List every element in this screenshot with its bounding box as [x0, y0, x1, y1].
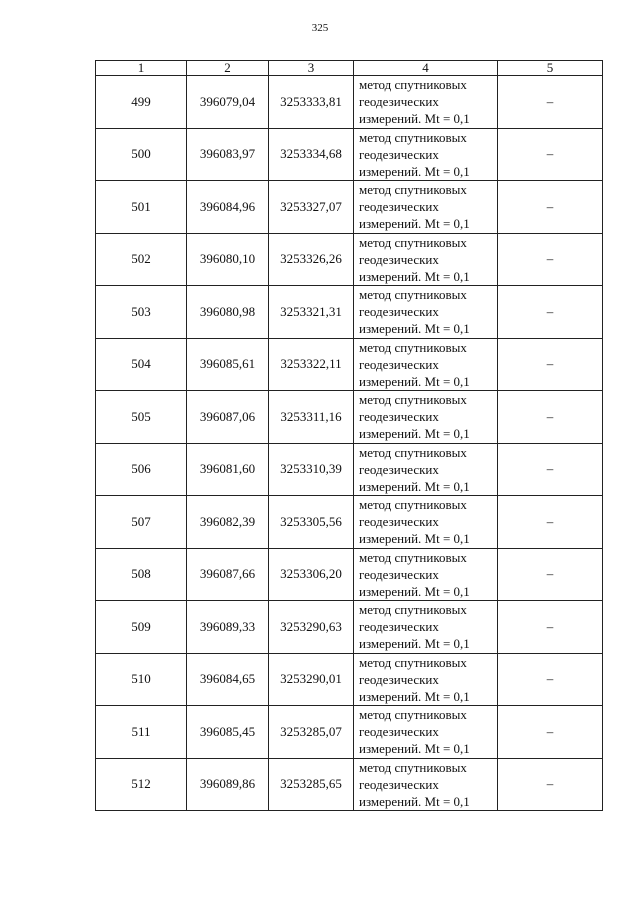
y-coordinate-cell: 3253311,16 — [269, 391, 354, 444]
table-row — [96, 601, 603, 654]
method-line: геодезических — [359, 94, 439, 110]
note-cell: – — [498, 286, 603, 339]
table-row — [96, 758, 603, 811]
point-number-cell: 504 — [96, 338, 187, 391]
method-line: геодезических — [359, 409, 439, 425]
method-cell — [354, 601, 498, 654]
method-line: метод спутниковых — [359, 339, 467, 355]
header-col-5: 5 — [498, 61, 603, 76]
y-coordinate-cell: 3253327,07 — [269, 181, 354, 234]
table-row — [96, 548, 603, 601]
point-number-cell: 505 — [96, 391, 187, 444]
method-line: геодезических — [359, 776, 439, 792]
page-number: 325 — [311, 22, 329, 34]
note-cell: – — [498, 391, 603, 444]
y-coordinate-cell: 3253285,07 — [269, 706, 354, 759]
note-cell: – — [498, 758, 603, 811]
note-cell: – — [498, 443, 603, 496]
note-cell: – — [498, 338, 603, 391]
method-line: измерений. Mt = 0,1 — [359, 478, 470, 494]
y-coordinate-cell: 3253290,01 — [269, 653, 354, 706]
method-line: измерений. Mt = 0,1 — [359, 163, 470, 179]
header-col-3: 3 — [269, 61, 354, 76]
table-row — [96, 181, 603, 234]
x-coordinate-cell: 396080,10 — [187, 233, 269, 286]
x-coordinate-cell: 396079,04 — [187, 76, 269, 129]
method-line: метод спутниковых — [359, 602, 467, 618]
x-coordinate-cell: 396087,66 — [187, 548, 269, 601]
table-row — [96, 286, 603, 339]
table-row — [96, 706, 603, 759]
x-coordinate-cell: 396083,97 — [187, 128, 269, 181]
point-number-cell: 510 — [96, 653, 187, 706]
method-line: измерений. Mt = 0,1 — [359, 636, 470, 652]
x-coordinate-cell: 396087,06 — [187, 391, 269, 444]
x-coordinate-cell: 396084,96 — [187, 181, 269, 234]
method-cell — [354, 653, 498, 706]
note-cell: – — [498, 496, 603, 549]
table-row — [96, 443, 603, 496]
y-coordinate-cell: 3253321,31 — [269, 286, 354, 339]
y-coordinate-cell: 3253310,39 — [269, 443, 354, 496]
method-cell — [354, 286, 498, 339]
x-coordinate-cell: 396082,39 — [187, 496, 269, 549]
method-line: измерений. Mt = 0,1 — [359, 373, 470, 389]
point-number-cell: 500 — [96, 128, 187, 181]
method-line: геодезических — [359, 304, 439, 320]
method-line: метод спутниковых — [359, 77, 467, 93]
y-coordinate-cell: 3253334,68 — [269, 128, 354, 181]
method-cell — [354, 76, 498, 129]
point-number-cell: 502 — [96, 233, 187, 286]
method-line: геодезических — [359, 146, 439, 162]
note-cell: – — [498, 601, 603, 654]
method-line: метод спутниковых — [359, 654, 467, 670]
method-cell — [354, 758, 498, 811]
method-line: измерений. Mt = 0,1 — [359, 741, 470, 757]
point-number-cell: 509 — [96, 601, 187, 654]
point-number-cell: 503 — [96, 286, 187, 339]
method-line: геодезических — [359, 199, 439, 215]
point-number-cell: 506 — [96, 443, 187, 496]
method-line: геодезических — [359, 356, 439, 372]
x-coordinate-cell: 396089,33 — [187, 601, 269, 654]
note-cell: – — [498, 76, 603, 129]
method-line: измерений. Mt = 0,1 — [359, 111, 470, 127]
method-line: измерений. Mt = 0,1 — [359, 531, 470, 547]
method-line: геодезических — [359, 566, 439, 582]
method-cell — [354, 548, 498, 601]
coordinates-table — [95, 60, 603, 811]
method-line: метод спутниковых — [359, 287, 467, 303]
method-line: метод спутниковых — [359, 129, 467, 145]
table-row — [96, 653, 603, 706]
method-line: геодезических — [359, 514, 439, 530]
method-line: метод спутниковых — [359, 444, 467, 460]
note-cell: – — [498, 653, 603, 706]
method-line: измерений. Mt = 0,1 — [359, 688, 470, 704]
x-coordinate-cell: 396085,45 — [187, 706, 269, 759]
method-cell — [354, 443, 498, 496]
note-cell: – — [498, 233, 603, 286]
point-number-cell: 501 — [96, 181, 187, 234]
method-cell — [354, 391, 498, 444]
method-cell — [354, 233, 498, 286]
method-cell — [354, 181, 498, 234]
table-row — [96, 128, 603, 181]
method-cell — [354, 706, 498, 759]
method-line: метод спутниковых — [359, 549, 467, 565]
y-coordinate-cell: 3253285,65 — [269, 758, 354, 811]
method-line: измерений. Mt = 0,1 — [359, 321, 470, 337]
point-number-cell: 507 — [96, 496, 187, 549]
method-line: метод спутниковых — [359, 497, 467, 513]
point-number-cell: 512 — [96, 758, 187, 811]
point-number-cell: 499 — [96, 76, 187, 129]
table-row — [96, 391, 603, 444]
method-cell — [354, 128, 498, 181]
y-coordinate-cell: 3253333,81 — [269, 76, 354, 129]
y-coordinate-cell: 3253305,56 — [269, 496, 354, 549]
x-coordinate-cell: 396089,86 — [187, 758, 269, 811]
method-line: измерений. Mt = 0,1 — [359, 268, 470, 284]
method-line: геодезических — [359, 619, 439, 635]
method-line: геодезических — [359, 724, 439, 740]
method-line: геодезических — [359, 251, 439, 267]
method-line: измерений. Mt = 0,1 — [359, 583, 470, 599]
method-cell — [354, 338, 498, 391]
x-coordinate-cell: 396085,61 — [187, 338, 269, 391]
point-number-cell: 508 — [96, 548, 187, 601]
point-number-cell: 511 — [96, 706, 187, 759]
method-line: метод спутниковых — [359, 182, 467, 198]
method-line: метод спутниковых — [359, 234, 467, 250]
table-row — [96, 338, 603, 391]
method-line: метод спутниковых — [359, 392, 467, 408]
method-line: измерений. Mt = 0,1 — [359, 216, 470, 232]
table-body — [96, 76, 603, 811]
table-row — [96, 233, 603, 286]
method-line: метод спутниковых — [359, 759, 467, 775]
header-col-2: 2 — [187, 61, 269, 76]
x-coordinate-cell: 396081,60 — [187, 443, 269, 496]
y-coordinate-cell: 3253306,20 — [269, 548, 354, 601]
method-line: геодезических — [359, 671, 439, 687]
method-line: метод спутниковых — [359, 707, 467, 723]
note-cell: – — [498, 128, 603, 181]
method-cell — [354, 496, 498, 549]
y-coordinate-cell: 3253290,63 — [269, 601, 354, 654]
table-row — [96, 496, 603, 549]
table-row — [96, 76, 603, 129]
y-coordinate-cell: 3253326,26 — [269, 233, 354, 286]
note-cell: – — [498, 706, 603, 759]
note-cell: – — [498, 548, 603, 601]
table-header-row — [96, 61, 603, 76]
x-coordinate-cell: 396080,98 — [187, 286, 269, 339]
y-coordinate-cell: 3253322,11 — [269, 338, 354, 391]
method-line: измерений. Mt = 0,1 — [359, 793, 470, 809]
method-line: измерений. Mt = 0,1 — [359, 426, 470, 442]
method-line: геодезических — [359, 461, 439, 477]
header-col-1: 1 — [96, 61, 187, 76]
x-coordinate-cell: 396084,65 — [187, 653, 269, 706]
header-col-4: 4 — [354, 61, 498, 76]
note-cell: – — [498, 181, 603, 234]
